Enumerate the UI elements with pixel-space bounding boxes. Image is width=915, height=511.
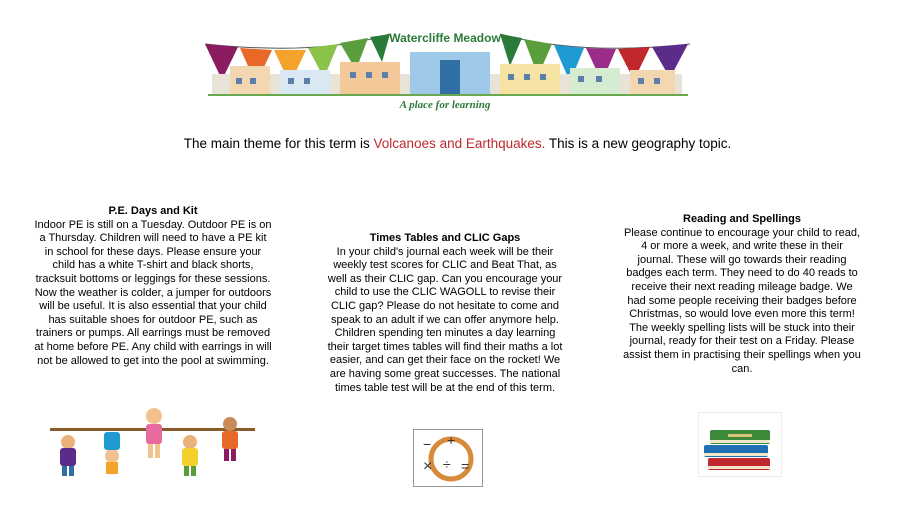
svg-text:÷: ÷ bbox=[443, 456, 451, 472]
pe-title: P.E. Days and Kit bbox=[108, 205, 198, 217]
theme-suffix: This is a new geography topic. bbox=[545, 136, 732, 151]
times-tables-section bbox=[326, 232, 564, 395]
reading-section bbox=[622, 213, 862, 376]
school-name: Watercliffe Meadow bbox=[389, 31, 501, 45]
pe-section bbox=[34, 205, 272, 368]
svg-text:=: = bbox=[461, 458, 470, 474]
term-theme bbox=[0, 136, 915, 151]
svg-text:×: × bbox=[423, 458, 433, 475]
books-icon bbox=[698, 412, 782, 477]
children-illustration bbox=[50, 402, 255, 480]
times-tables-title: Times Tables and CLIC Gaps bbox=[369, 232, 521, 244]
reading-title: Reading and Spellings bbox=[683, 213, 801, 225]
maths-symbols-icon bbox=[413, 429, 483, 487]
theme-topic: Volcanoes and Earthquakes. bbox=[373, 136, 546, 151]
school-banner bbox=[200, 12, 695, 112]
school-tagline: A place for learning bbox=[399, 99, 491, 111]
svg-text:+: + bbox=[447, 432, 456, 448]
reading-body: Please continue to encourage your child to read, 4 or more a week, and write these in their journal. These will go towards their reading badges each term. They need to do 40 reads to receive their next reading mileage badge. We had some people receiving their badges before Christmas, so would love even more this term! bbox=[623, 226, 861, 321]
spelling-body: The weekly spelling lists will be stuck into their journal, ready for their test on a Friday. Please assist them in practising their spellings when you can. bbox=[623, 321, 861, 375]
pe-body: Indoor PE is still on a Tuesday. Outdoor PE is on a Thursday. Children will need to have a PE kit in school for these days. Please ensure your child has a white T-shirt and black shorts, tracksuit bottoms or leggings for these sessions. Now the weather is colder, a jumper for outdoors will be useful. It is also essential that your child has suitable shoes for outdoor PE, such as trainers or pumps. All earrings must be removed at home before PE. Any child with earrings in will not be allowed to get into the pool at swimming. bbox=[34, 218, 272, 367]
times-tables-body: In your child's journal each week will be their weekly test scores for CLIC and Beat That, as well as their CLIC gap. Can you encourage your child to use the CLIC WAGOLL to revise their CLIC gap? Please do not hesitate to come and speak to an adult if we can offer anymore help. Children spending ten minutes a day learning their target times tables will find their maths a lot easier, and can get their face on the rocket! We are having some great successes. The national times table test will be at the end of this term. bbox=[327, 245, 563, 394]
theme-prefix: The main theme for this term is bbox=[183, 136, 374, 151]
svg-text:−: − bbox=[423, 436, 432, 452]
